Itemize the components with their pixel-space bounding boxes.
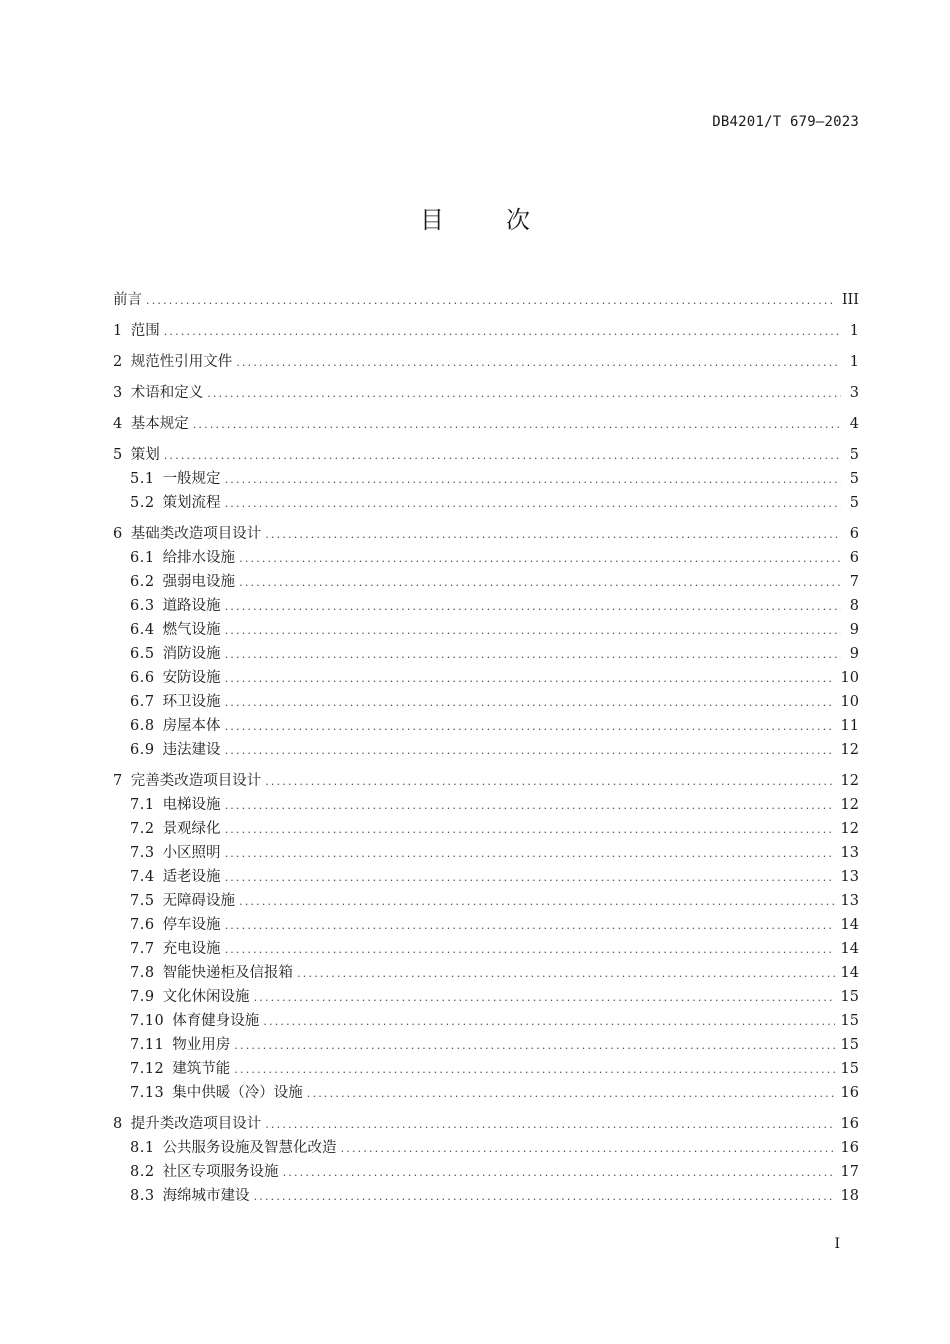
toc-entry-number: 8 <box>113 1116 123 1132</box>
toc-entry-label: 停车设施 <box>162 917 221 933</box>
toc-subentry[interactable] <box>113 889 859 913</box>
toc-entry-number: 6.8 <box>130 718 155 734</box>
toc-subentry[interactable] <box>113 618 859 642</box>
toc-entry-page: 8 <box>849 598 859 614</box>
toc-entry-label: 适老设施 <box>162 869 221 885</box>
toc-leader-dots <box>225 938 835 962</box>
toc-entry-page: 12 <box>840 742 859 758</box>
toc-leader-dots <box>283 1161 835 1185</box>
toc-entry-label: 智能快递柜及信报箱 <box>162 965 294 981</box>
toc-entry-label: 文化休闲设施 <box>162 989 250 1005</box>
toc-entry-number: 1 <box>113 323 123 339</box>
toc-subentry[interactable] <box>113 1184 859 1208</box>
toc-entry-number: 7.6 <box>130 917 155 933</box>
toc-entry-label: 完善类改造项目设计 <box>130 773 262 789</box>
toc-entry-label: 建筑节能 <box>172 1061 231 1077</box>
toc-entry-number: 6.5 <box>130 646 155 662</box>
toc-entry-label: 策划流程 <box>162 495 221 511</box>
toc-entry-number: 8.1 <box>130 1140 155 1156</box>
toc-subentry[interactable] <box>113 546 859 570</box>
toc-entry-page: 15 <box>840 989 859 1005</box>
toc-entry-page: 5 <box>849 495 859 511</box>
toc-entry-page: 13 <box>840 869 859 885</box>
toc-entry-label: 策划 <box>130 447 160 463</box>
toc-entry-number: 7.5 <box>130 893 155 909</box>
toc-entry-number: 5 <box>113 447 123 463</box>
toc-subentry[interactable] <box>113 714 859 738</box>
toc-entry-label: 术语和定义 <box>130 385 204 401</box>
toc-entry-number: 7.12 <box>130 1061 165 1077</box>
toc-entry-label: 安防设施 <box>162 670 221 686</box>
toc-leader-dots <box>239 890 834 914</box>
toc-leader-dots <box>225 619 841 643</box>
toc-subentry[interactable] <box>113 1033 859 1057</box>
toc-entry-number: 7.2 <box>130 821 155 837</box>
toc-entry-number: 7.1 <box>130 797 155 813</box>
toc-entry-label: 无障碍设施 <box>162 893 236 909</box>
toc-entry-page: 14 <box>840 917 859 933</box>
toc-entry-page: 12 <box>840 773 859 789</box>
toc-entry-number: 8.2 <box>130 1164 155 1180</box>
toc-entry-page: 5 <box>849 447 859 463</box>
toc-entry-page: III <box>841 292 859 308</box>
toc-entry-label: 环卫设施 <box>162 694 221 710</box>
toc-entry-label: 海绵城市建设 <box>162 1188 250 1204</box>
toc-entry-number: 7.11 <box>130 1037 165 1053</box>
toc-entry-page: 12 <box>840 797 859 813</box>
toc-leader-dots <box>193 413 841 437</box>
toc-leader-dots <box>225 643 841 667</box>
toc-entry-number: 8.3 <box>130 1188 155 1204</box>
toc-leader-dots <box>263 1010 834 1034</box>
toc-entry-label: 提升类改造项目设计 <box>130 1116 262 1132</box>
toc-leader-dots <box>341 1137 835 1161</box>
toc-subentry[interactable] <box>113 594 859 618</box>
toc-entry-label: 给排水设施 <box>162 550 236 566</box>
toc-entry[interactable] <box>113 350 859 374</box>
toc-entry-label: 景观绿化 <box>162 821 221 837</box>
document-code: DB4201/T 679—2023 <box>712 114 859 130</box>
toc-entry[interactable] <box>113 319 859 343</box>
toc-leader-dots <box>265 1113 834 1137</box>
page-title-char-2: 次 <box>506 206 530 234</box>
toc-leader-dots <box>239 547 841 571</box>
toc-subentry[interactable] <box>113 865 859 889</box>
toc-leader-dots <box>225 794 835 818</box>
toc-entry-page: 13 <box>840 893 859 909</box>
toc-entry-page: 5 <box>849 471 859 487</box>
toc-entry-label: 充电设施 <box>162 941 221 957</box>
toc-leader-dots <box>225 715 835 739</box>
toc-entry-page: 9 <box>849 646 859 662</box>
toc-subentry[interactable] <box>113 642 859 666</box>
toc-entry[interactable] <box>113 412 859 436</box>
toc-entry-page: 15 <box>840 1037 859 1053</box>
toc-entry-number: 7.4 <box>130 869 155 885</box>
toc-subentry[interactable] <box>113 1160 859 1184</box>
toc-entry-number: 6.6 <box>130 670 155 686</box>
toc-entry-page: 14 <box>840 941 859 957</box>
toc-entry-label: 公共服务设施及智慧化改造 <box>162 1140 337 1156</box>
toc-entry-page: 16 <box>840 1085 859 1101</box>
toc-entry-number: 7.7 <box>130 941 155 957</box>
toc-leader-dots <box>236 351 841 375</box>
toc-entry-page: 16 <box>840 1140 859 1156</box>
toc-entry-label: 消防设施 <box>162 646 221 662</box>
toc-entry-label: 违法建设 <box>162 742 221 758</box>
toc-entry-page: 18 <box>840 1188 859 1204</box>
toc-subentry[interactable] <box>113 793 859 817</box>
toc-entry-label: 基本规定 <box>130 416 189 432</box>
toc-leader-dots <box>225 595 841 619</box>
toc-entry-number: 6.2 <box>130 574 155 590</box>
toc-entry-number: 6.4 <box>130 622 155 638</box>
toc-subentry[interactable] <box>113 1057 859 1081</box>
toc-leader-dots <box>297 962 834 986</box>
toc-leader-dots <box>265 523 841 547</box>
toc-entry-label: 电梯设施 <box>162 797 221 813</box>
toc-leader-dots <box>225 468 841 492</box>
toc-subentry[interactable] <box>113 491 859 515</box>
toc-entry-number: 6.7 <box>130 694 155 710</box>
toc-subentry[interactable] <box>113 1081 859 1105</box>
toc-subentry[interactable] <box>113 570 859 594</box>
toc-subentry[interactable] <box>113 690 859 714</box>
toc-entry-number: 4 <box>113 416 123 432</box>
toc-entry-number: 7.9 <box>130 989 155 1005</box>
toc-subentry[interactable] <box>113 913 859 937</box>
toc-leader-dots <box>225 842 835 866</box>
toc-leader-dots <box>239 571 841 595</box>
toc-leader-dots <box>307 1082 835 1106</box>
toc-entry-label: 集中供暖（冷）设施 <box>172 1085 303 1101</box>
toc-subentry[interactable] <box>113 937 859 961</box>
toc-entry-number: 7.10 <box>130 1013 165 1029</box>
toc-leader-dots <box>225 739 835 763</box>
toc-entry-label: 道路设施 <box>162 598 221 614</box>
page-title <box>0 200 950 235</box>
toc-entry[interactable] <box>113 522 859 546</box>
toc-leader-dots <box>254 986 835 1010</box>
toc-leader-dots <box>225 691 835 715</box>
toc-entry-page: 10 <box>840 670 859 686</box>
page-title-char-1: 目 <box>420 206 444 234</box>
toc-entry-number: 2 <box>113 354 123 370</box>
toc-entry-number: 7.3 <box>130 845 155 861</box>
toc-subentry[interactable] <box>113 841 859 865</box>
toc-entry-page: 17 <box>840 1164 859 1180</box>
toc-subentry[interactable] <box>113 666 859 690</box>
toc-entry-label: 强弱电设施 <box>162 574 236 590</box>
toc-entry-page: 11 <box>840 718 859 734</box>
toc-entry-page: 15 <box>840 1061 859 1077</box>
toc-entry-number: 6.3 <box>130 598 155 614</box>
toc-leader-dots <box>146 289 836 313</box>
toc-leader-dots <box>234 1034 834 1058</box>
toc-subentry[interactable] <box>113 1136 859 1160</box>
toc-leader-dots <box>225 818 835 842</box>
toc-entry-number: 6 <box>113 526 123 542</box>
toc-entry-label: 体育健身设施 <box>172 1013 260 1029</box>
toc-subentry[interactable] <box>113 985 859 1009</box>
toc-entry-page: 9 <box>849 622 859 638</box>
page-number: I <box>834 1236 840 1252</box>
toc-entry-label: 小区照明 <box>162 845 221 861</box>
toc-entry-page: 6 <box>849 550 859 566</box>
toc-entry-number: 6.1 <box>130 550 155 566</box>
toc-entry-page: 16 <box>840 1116 859 1132</box>
toc-leader-dots <box>225 492 841 516</box>
toc-entry-page: 14 <box>840 965 859 981</box>
toc-entry-page: 13 <box>840 845 859 861</box>
toc-entry-label: 一般规定 <box>162 471 221 487</box>
toc-entry-page: 4 <box>849 416 859 432</box>
toc-entry-page: 1 <box>849 354 859 370</box>
toc-leader-dots <box>225 866 835 890</box>
toc-entry[interactable] <box>113 769 859 793</box>
toc-entry-label: 基础类改造项目设计 <box>130 526 262 542</box>
toc-entry-label: 燃气设施 <box>162 622 221 638</box>
toc-entry-page: 15 <box>840 1013 859 1029</box>
toc-leader-dots <box>164 444 841 468</box>
toc-leader-dots <box>254 1185 835 1209</box>
toc-subentry[interactable] <box>113 817 859 841</box>
toc-entry-number: 7.8 <box>130 965 155 981</box>
toc-entry[interactable] <box>113 288 859 312</box>
toc-entry[interactable] <box>113 443 859 467</box>
toc-entry-page: 12 <box>840 821 859 837</box>
toc-entry-label: 社区专项服务设施 <box>162 1164 279 1180</box>
toc-entry-page: 3 <box>849 385 859 401</box>
toc-entry[interactable] <box>113 1112 859 1136</box>
toc-entry-page: 6 <box>849 526 859 542</box>
toc-subentry[interactable] <box>113 467 859 491</box>
toc-subentry[interactable] <box>113 1009 859 1033</box>
toc-entry-label: 前言 <box>113 292 142 308</box>
toc-entry[interactable] <box>113 381 859 405</box>
toc-entry-number: 5.2 <box>130 495 155 511</box>
table-of-contents <box>113 288 859 1208</box>
toc-entry-label: 房屋本体 <box>162 718 221 734</box>
toc-entry-page: 10 <box>840 694 859 710</box>
toc-leader-dots <box>225 667 835 691</box>
toc-entry-number: 7.13 <box>130 1085 165 1101</box>
toc-entry-number: 5.1 <box>130 471 155 487</box>
toc-subentry[interactable] <box>113 961 859 985</box>
toc-leader-dots <box>164 320 841 344</box>
toc-leader-dots <box>234 1058 834 1082</box>
toc-entry-page: 7 <box>849 574 859 590</box>
toc-entry-label: 范围 <box>130 323 160 339</box>
toc-entry-number: 7 <box>113 773 123 789</box>
toc-leader-dots <box>265 770 834 794</box>
toc-leader-dots <box>225 914 835 938</box>
toc-entry-label: 规范性引用文件 <box>130 354 233 370</box>
toc-entry-page: 1 <box>849 323 859 339</box>
toc-leader-dots <box>207 382 841 406</box>
toc-entry-number: 6.9 <box>130 742 155 758</box>
toc-entry-label: 物业用房 <box>172 1037 231 1053</box>
toc-subentry[interactable] <box>113 738 859 762</box>
toc-entry-number: 3 <box>113 385 123 401</box>
